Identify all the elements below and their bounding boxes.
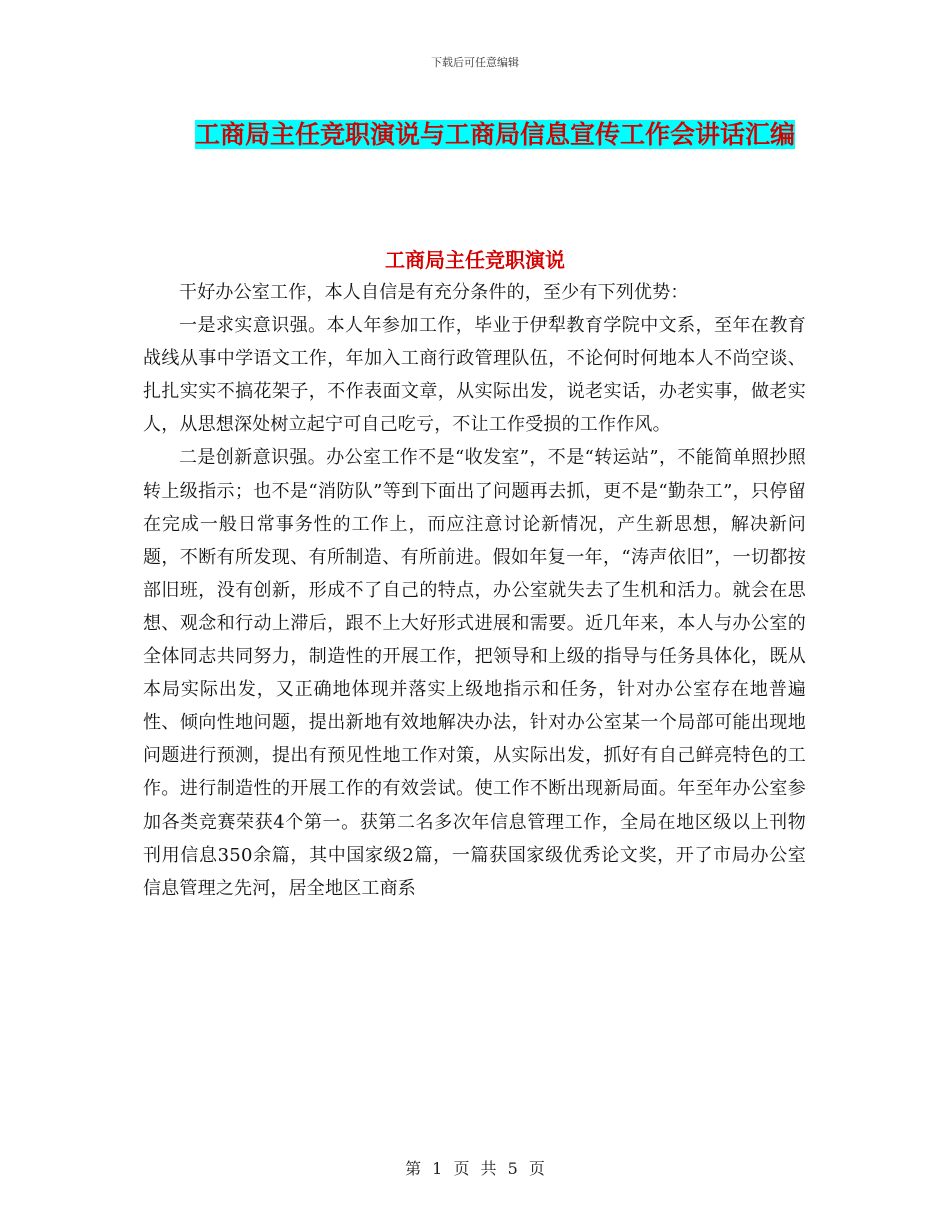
header-note: 下载后可任意编辑 [431, 56, 519, 69]
document-title [150, 112, 840, 158]
paragraph: 二是创新意识强。办公室工作不是“收发室”，不是“转运站”，不能简单照抄照转上级指示；也不是“消防队”等到下面出了问题再去抓，更不是“勤杂工”，只停留在完成一般日常事务性的工作上，而应注意讨论新情况，产生新思想，解决新问题，不断有所发现、有所制造、有所前进。假如年复一年，“涛声依旧”，一切都按部旧班，没有创新，形成不了自己的特点，办公室就失去了生机和活力。就会在思想、观念和行动上滞后，跟不上大好形式进展和需要。近几年来，本人与办公室的全体同志共同努力，制造性的开展工作，把领导和上级的指导与任务具体化，既从本局实际出发，又正确地体现并落实上级地指示和任务，针对办公室存在地普遍性、倾向性地问题，提出新地有效地解决办法，针对办公室某一个局部可能出现地问题进行预测，提出有预见性地工作对策，从实际出发，抓好有自己鲜亮特色的工作。进行制造性的开展工作的有效尝试。使工作不断出现新局面。年至年办公室参加各类竞赛荣获4个第一。获第二名多次年信息管理工作，全局在地区级以上刊物刊用信息350余篇，其中国家级2篇，一篇获国家级优秀论文奖，开了市局办公室信息管理之先河，居全地区工商系 [143, 447, 806, 899]
section-title: 工商局主任竞职演说 [385, 248, 565, 272]
document-body [143, 276, 806, 905]
document-title-text: 工商局主任竞职演说与工商局信息宣传工作会讲话汇编 [194, 120, 795, 149]
paragraph: 干好办公室工作，本人自信是有充分条件的，至少有下列优势： [179, 282, 689, 303]
page-number: 第 1 页 共 5 页 [405, 1159, 545, 1178]
paragraph: 一是求实意识强。本人年参加工作，毕业于伊犁教育学院中文系，至年在教育战线从事中学语文工作，年加入工商行政管理队伍，不论何时何地本人不尚空谈、扎扎实实不搞花架子，不作表面文章，从实际出发，说老实话，办老实事，做老实人，从思想深处树立起宁可自己吃亏，不让工作受损的工作作风。 [143, 315, 806, 436]
